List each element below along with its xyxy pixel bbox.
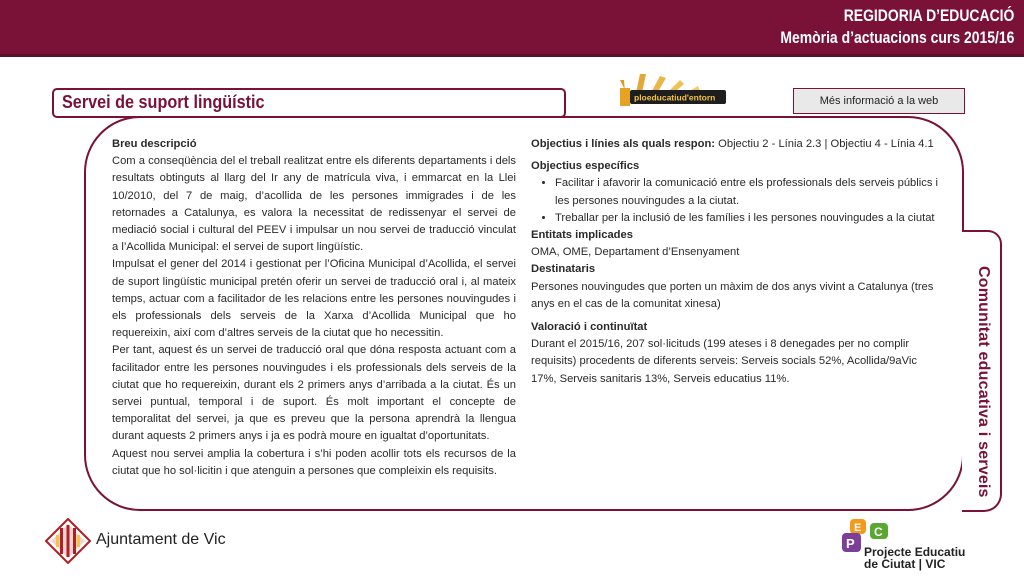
pec-letter-p: P: [846, 536, 855, 551]
more-info-button[interactable]: Més informació a la web: [793, 88, 965, 114]
list-item: • Treballar per la inclusió de les famílies i les persones nouvingudes a la ciutat: [555, 210, 939, 227]
specific-objectives-heading: Objectius específics: [531, 160, 640, 173]
description-paragraph-1: Com a conseqüència del el treball realitzat entre els diferents departaments i dels resultats obtinguts al llarg del Ir any de matrícula viva, i emmarcat en la Llei 10/2010, del 7 de maig, d’acollida de les persones immigrades i de les retornades a Catalunya, es valora la necessitat de redissenyar el servei de mediació social i cultural del PEEV i impulsar un nou servei de traducció vinculat a l’Acollida Municipal: el servei de suport lingüístic.: [112, 155, 516, 254]
header-title: [780, 5, 1014, 49]
entities-heading: Entitats implicades: [531, 229, 633, 242]
ajuntament-shield-icon: [44, 518, 92, 564]
specific-objectives-list: [531, 175, 939, 227]
ajuntament-name: Ajuntament de Vic: [96, 531, 226, 548]
recipients-heading: Destinataris: [531, 263, 596, 276]
description-paragraph-4: Aquest nou servei amplia la cobertura i s’hi poden acollir tots els recursos de la ciutat que ho sol·licitin i que atenguin a persones que compleixin els requisits.: [112, 447, 516, 477]
objectives-label: Objectius i línies als quals respon:: [531, 138, 716, 150]
side-label: Comunitat educativa i serveis: [975, 266, 992, 498]
header-rule: [0, 54, 1024, 57]
list-item: • Facilitar i afavorir la comunicació entre els professionals dels serveis públics i les persones nouvingudes a la ciutat.: [555, 175, 939, 209]
ploe-logo: [612, 72, 730, 116]
description-paragraph-3: Per tant, aquest és un servei de traducció oral que dóna resposta actuant com a facilitador entre les persones nouvingudes i els professionals dels serveis de la ciutat que ho requereixin, durant els 2 primers anys d’arribada a la ciutat. És un servei puntual, temporal i de suport. És molt important el concepte de temporalitat del servei, ja que es preveu que la persona aprendrà la llengua durant aquests 2 primers anys i ja es podrà moure en igualtat d’oportunitats.: [112, 344, 516, 443]
evaluation-heading: Valoració i continuïtat: [531, 321, 648, 334]
section-title-box: [52, 88, 566, 118]
header-line-1: REGIDORIA D’EDUCACIÓ: [843, 6, 1014, 25]
ploe-logo-text: ploeducatiud'entorn: [634, 92, 716, 103]
recipients-value: Persones nouvingudes que porten un màxim de dos anys vivint a Catalunya (tres anys en el cas de la comunitat xinesa): [531, 280, 934, 310]
pec-name: [864, 546, 965, 570]
header-line-2: Memòria d’actuacions curs 2015/16: [780, 28, 1014, 47]
pec-line-2: de Ciutat | VIC: [864, 557, 946, 571]
objectives-value: Objectiu 2 - Línia 2.3 | Objectiu 4 - Línia 4.1: [715, 138, 934, 150]
pec-letter-c: C: [874, 525, 883, 539]
entities-value: OMA, OME, Departament d’Ensenyament: [531, 246, 740, 259]
pec-line-1: Projecte Educatiu: [864, 545, 966, 559]
details-column: [531, 136, 939, 388]
pec-letter-e: E: [854, 522, 862, 534]
section-title: Servei de suport lingüístic: [62, 92, 265, 112]
description-column: [112, 136, 516, 480]
objectives-line: [531, 136, 939, 153]
evaluation-value: Durant el 2015/16, 207 sol·licituds (199 ateses i 8 denegades per no complir requisits) procedents de diferents serveis: Serveis socials 52%, Acollida/9aVic 17%, Serveis sanitaris 13%, Serveis educatius 11%.: [531, 338, 917, 385]
description-heading: Breu descripció: [112, 138, 197, 150]
description-paragraph-2: Impulsat el gener del 2014 i gestionat per l’Oficina Municipal d’Acollida, el servei de suport lingüístic municipal pretén oferir un servei de traducció oral i, al mateix temps, actuar com a facilitador de les relacions entre les persones nouvingudes i els professionals dels serveis de la Xarxa d’Acollida Municipal que ho requereixin, així com d’altres serveis de la ciutat que ho necessitin.: [112, 258, 516, 340]
